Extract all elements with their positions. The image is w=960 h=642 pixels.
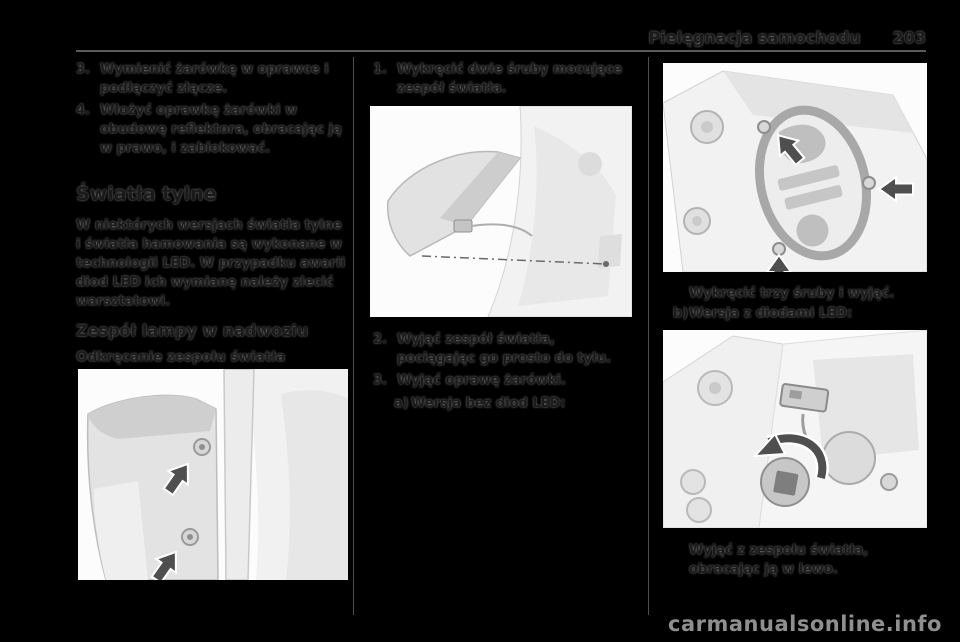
chapter-title: Pielęgnacja samochodu — [648, 28, 861, 47]
variant-text: Wersja z diodami LED: — [689, 306, 853, 321]
step-number: 3. — [76, 62, 90, 77]
figure-bulb-carrier-screws — [663, 63, 927, 272]
step-text: Wyjąć zespół światła, pociągając go prosto do tyłu. — [397, 332, 611, 366]
step-item — [76, 60, 348, 98]
step-item — [373, 60, 635, 98]
subsection-heading: Zespół lampy w nadwoziu — [76, 321, 309, 340]
variant-item — [394, 394, 635, 413]
column-divider — [353, 57, 354, 615]
figure-caption: Wyjąć z zespołu światła, obracając ją w lewo. — [689, 543, 869, 577]
page-number: 203 — [892, 28, 926, 47]
screw — [773, 243, 785, 255]
column-right — [663, 60, 927, 579]
step-text: Wyjąć oprawę żarówki. — [397, 373, 566, 388]
step-number: 2. — [373, 332, 387, 347]
procedure-heading: Odkręcanie zespołu światła — [76, 349, 286, 365]
figure-tail-lamp-removal — [370, 106, 632, 317]
column-divider — [648, 57, 649, 615]
step-text: Włożyć oprawkę żarówki w obudowę reflektora, obracając ją w prawo, i zablokować. — [100, 103, 342, 156]
column-left — [76, 60, 348, 580]
watermark: carmanualsonline.info — [668, 612, 942, 636]
header-rule — [76, 50, 926, 52]
variant-item — [673, 304, 927, 323]
step-number: 3. — [373, 373, 387, 388]
variant-letter: b) — [673, 306, 689, 321]
step-text: Wykręcić dwie śruby mocujące zespół światła. — [397, 62, 623, 96]
step-number: 1. — [373, 62, 387, 77]
screw — [758, 121, 770, 133]
step-item — [373, 330, 635, 368]
section-heading: Światła tylne — [76, 183, 217, 205]
figure-bulb-holder-rotate — [663, 330, 927, 528]
page-header — [76, 28, 926, 48]
section-intro: W niektórych wersjach światła tylne i światła hamowania są wykonane w technologii LED. W przypadku awarii diod LED ich wymianę należy zlecić warsztatowi. — [76, 218, 346, 309]
screw — [863, 177, 875, 189]
variant-text: Wersja bez diod LED: — [411, 396, 566, 411]
figure-trunk-trim-screws — [78, 369, 348, 580]
variant-letter: a) — [394, 396, 409, 411]
column-middle — [373, 60, 635, 413]
step-number: 4. — [76, 103, 90, 118]
figure-caption: Wykręcić trzy śruby i wyjąć. — [689, 286, 895, 301]
screw — [881, 474, 897, 490]
step-text: Wymienić żarówkę w oprawce i podłączyć złącze. — [100, 62, 329, 96]
step-item — [373, 371, 635, 390]
step-item — [76, 101, 348, 158]
